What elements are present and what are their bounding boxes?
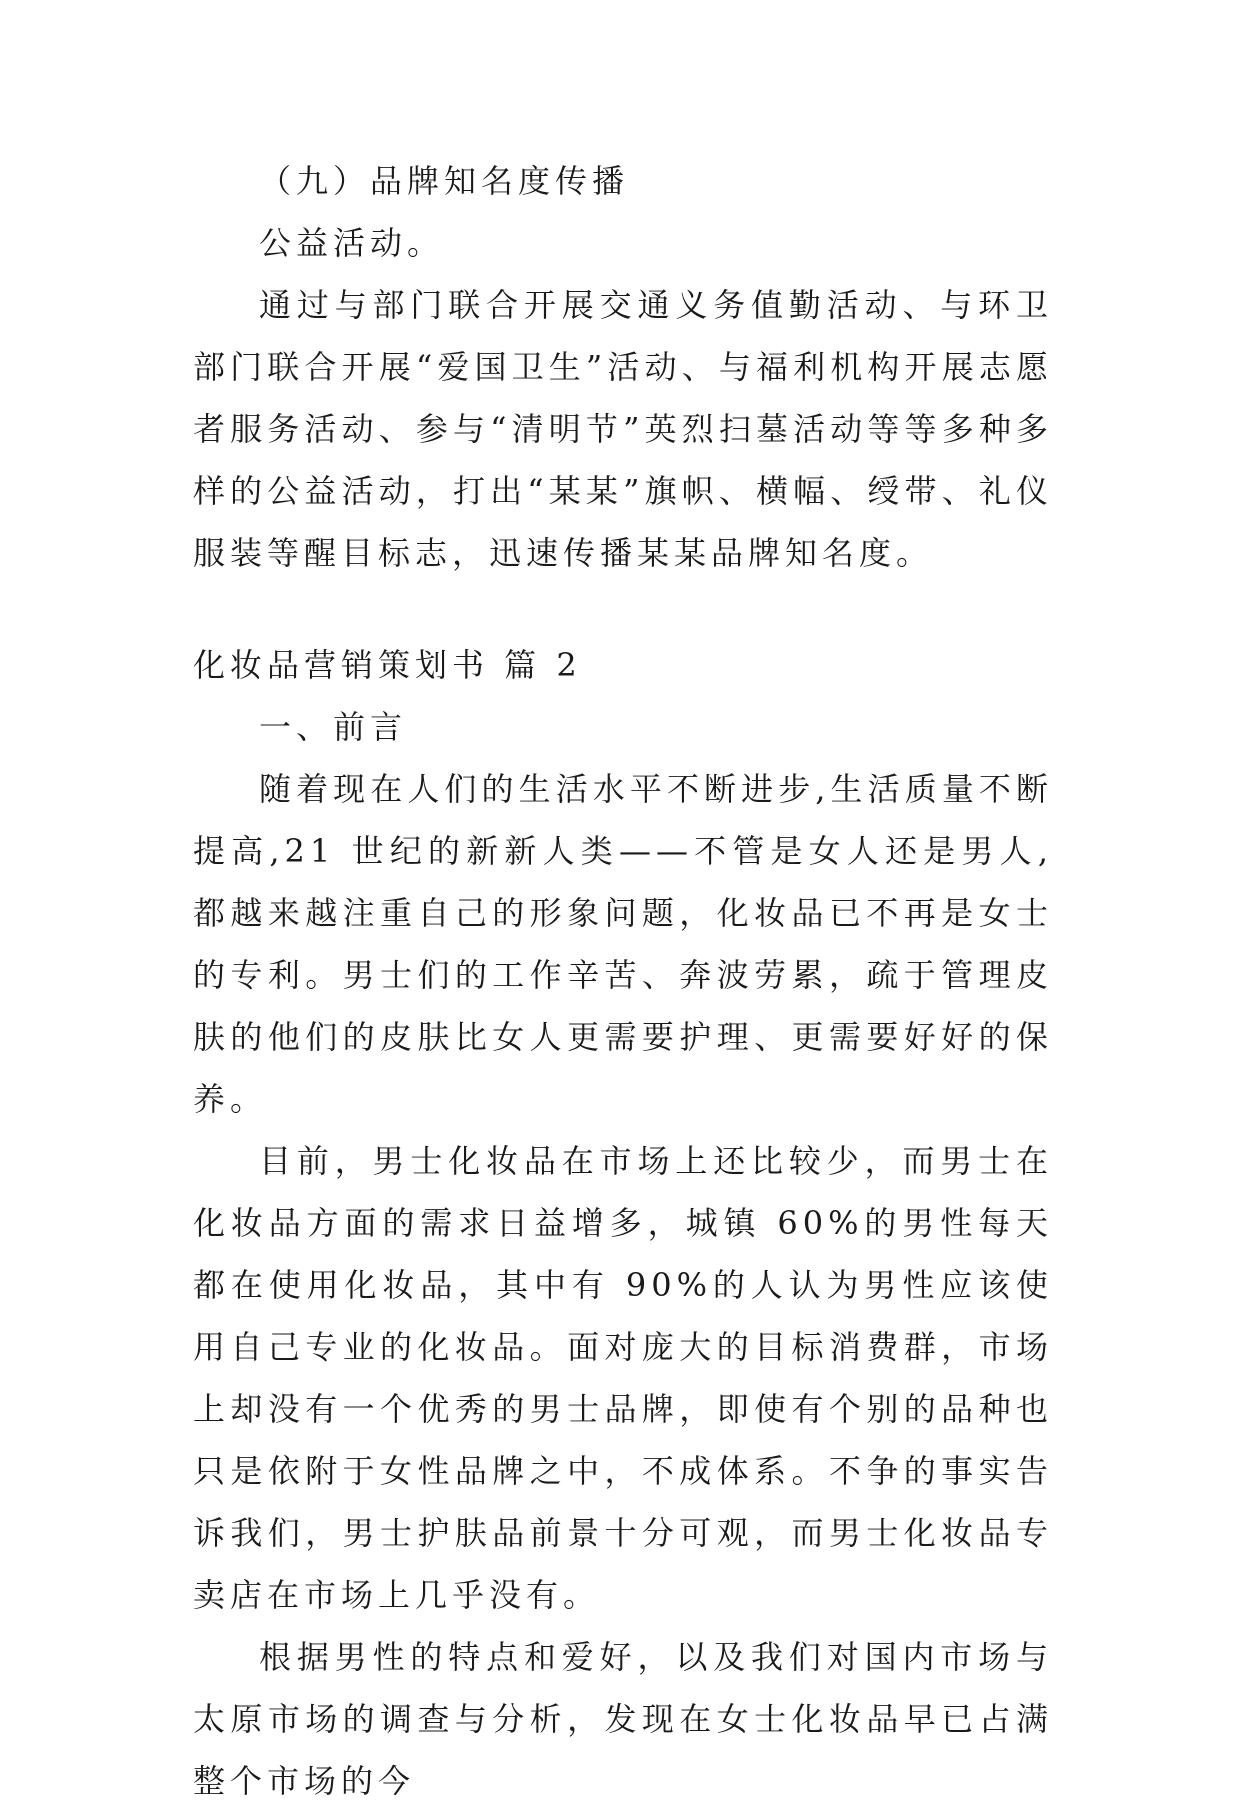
article-title: 化妆品营销策划书 篇 2 bbox=[193, 646, 582, 684]
document-body bbox=[193, 150, 1053, 1812]
body-paragraph: 目前，男士化妆品在市场上还比较少，而男士在化妆品方面的需求日益增多，城镇 60%的男性每天都在使用化妆品，其中有 90%的人认为男性应该使用自己专业的化妆品。面对庞大的目标消费群，市场上却没有一个优秀的男士品牌，即使有个别的品种也只是依附于女性品牌之中，不成体系。不争的事实告诉我们，男士护肤品前景十分可观，而男士化妆品专卖店在市场上几乎没有。 bbox=[193, 1142, 1053, 1614]
section-paragraph: 通过与部门联合开展交通义务值勤活动、与环卫部门联合开展“爱国卫生”活动、与福利机构开展志愿者服务活动、参与“清明节”英烈扫墓活动等等多种多样的公益活动，打出“某某”旗帜、横幅、绶带、礼仪服装等醒目标志，迅速传播某某品牌知名度。 bbox=[193, 286, 1053, 572]
section-subheading: 公益活动。 bbox=[259, 224, 445, 262]
body-paragraph: 根据男性的特点和爱好，以及我们对国内市场与太原市场的调查与分析，发现在女士化妆品早已占满整个市场的今 bbox=[193, 1638, 1053, 1800]
body-paragraph: 随着现在人们的生活水平不断进步,生活质量不断提高,21 世纪的新新人类——不管是女人还是男人,都越来越注重自己的形象问题，化妆品已不再是女士的专利。男士们的工作辛苦、奔波劳累，疏于管理皮肤的他们的皮肤比女人更需要护理、更需要好好的保养。 bbox=[193, 770, 1053, 1118]
section-heading: （九）品牌知名度传播 bbox=[259, 162, 630, 200]
part-heading: 一、前言 bbox=[259, 708, 408, 746]
